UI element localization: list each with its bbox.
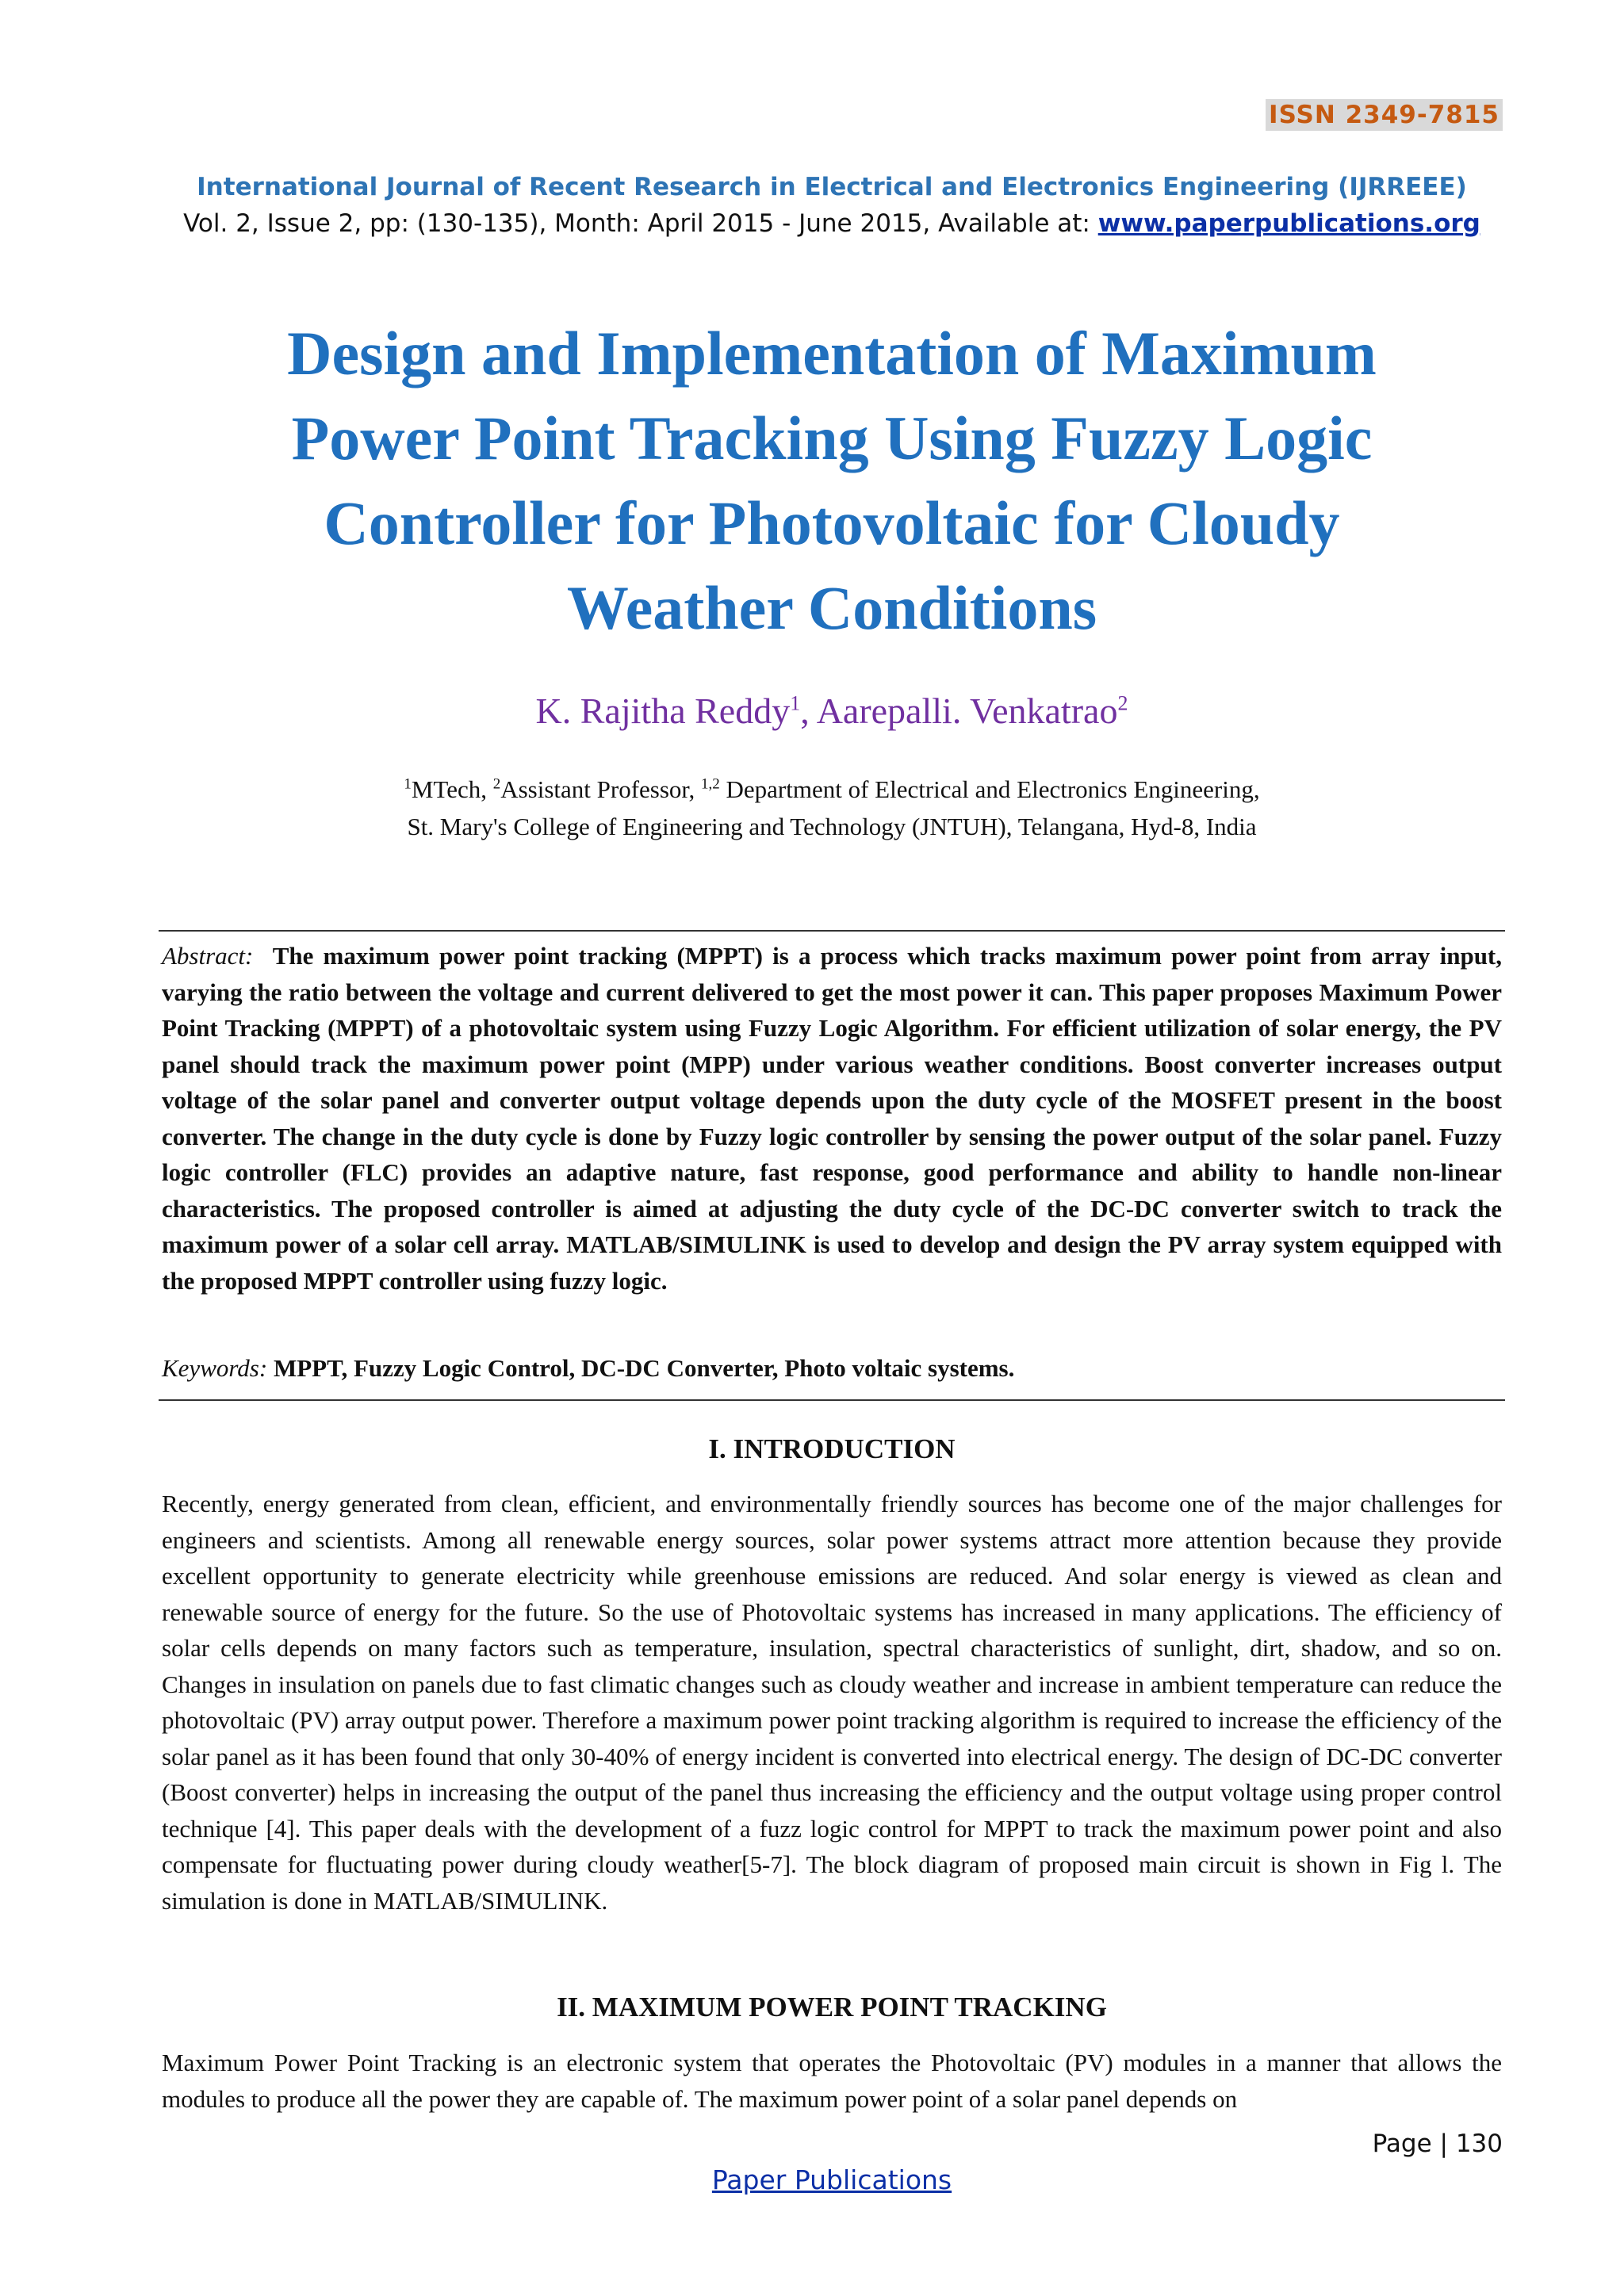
author-sup: 2 — [1117, 691, 1128, 715]
affil-role: MTech, — [411, 775, 493, 803]
website-link[interactable]: www.paperpublications.org — [1097, 209, 1480, 238]
page-number: Page | 130 — [1372, 2130, 1503, 2158]
mppt-text: Maximum Power Point Tracking is an electronic system that operates the Photovoltaic (PV) modules in a manner that allows the modules to produce all the power they are capable of. The maximum power point of a solar panel depends on — [162, 2049, 1502, 2113]
abstract — [162, 938, 1502, 1299]
affiliation-line-2: St. Mary's College of Engineering and Technology (JNTUH), Telangana, Hyd-8, India — [407, 813, 1257, 840]
author-name: K. Rajitha Reddy — [535, 691, 791, 731]
affil-sup: 1,2 — [701, 775, 720, 793]
abstract-label: Abstract: — [162, 942, 254, 970]
title-line: Controller for Photovoltaic for Cloudy — [324, 488, 1340, 557]
paper-title — [198, 311, 1465, 650]
section-heading-introduction: I. INTRODUCTION — [708, 1433, 956, 1464]
abstract-top-rule — [159, 930, 1505, 932]
author-sup: 1 — [790, 691, 801, 715]
title-line: Power Point Tracking Using Fuzzy Logic — [291, 404, 1373, 473]
author-separator: , — [800, 691, 817, 731]
issn-badge: ISSN 2349-7815 — [1266, 99, 1503, 131]
section-heading-mppt: II. MAXIMUM POWER POINT TRACKING — [557, 1992, 1107, 2022]
publisher-link[interactable]: Paper Publications — [711, 2164, 952, 2195]
authors — [0, 690, 1624, 732]
introduction-text: Recently, energy generated from clean, efficient, and environmentally friendly sources has become one of the major challenges for engineers and scientists. Among all renewable energy sources, solar power systems attract more attention because they provide excellent opportunity to generate electricity while greenhouse emissions are reduced. And solar energy is viewed as clean and renewable source of energy for the future. So the use of Photovoltaic systems has increased in many applications. The efficiency of solar cells depends on many factors such as temperature, insulation, spectral characteristics of sunlight, dirt, shadow, and so on. Changes in insulation on panels due to fast climatic changes such as cloudy weather and increase in ambient temperature can reduce the photovoltaic (PV) array output power. Therefore a maximum power point tracking algorithm is required to increase the efficiency of the solar panel as it has been found that only 30-40% of energy incident is converted into electrical energy. The design of DC-DC converter (Boost converter) helps in increasing the output of the panel thus increasing the efficiency and the output voltage using proper control technique [4]. This paper deals with the development of a fuzz logic control for MPPT to track the maximum power point and also compensate for fluctuating power during cloudy weather[5-7]. The block diagram of proposed main circuit is shown in Fig l. The simulation is done in MATLAB/SIMULINK. — [162, 1490, 1502, 1915]
abstract-bottom-rule — [159, 1399, 1505, 1401]
affil-role: Assistant Professor, — [500, 775, 702, 803]
author-name: Aarepalli. Venkatrao — [816, 691, 1118, 731]
affiliation-line-1 — [0, 775, 1624, 804]
volume-info — [0, 209, 1624, 238]
title-line: Design and Implementation of Maximum — [287, 319, 1377, 388]
keywords — [162, 1354, 1502, 1383]
keywords-text: MPPT, Fuzzy Logic Control, DC-DC Converter, Photo voltaic systems. — [273, 1354, 1015, 1382]
affil-department: Department of Electrical and Electronics Engineering, — [719, 775, 1260, 803]
keywords-label: Keywords: — [162, 1354, 268, 1382]
volume-text: Vol. 2, Issue 2, pp: (130-135), Month: April 2015 - June 2015, Available at: — [183, 209, 1098, 238]
journal-name: International Journal of Recent Research in Electrical and Electronics Engineering (IJRREEE) — [197, 173, 1467, 201]
affil-sup: 2 — [492, 775, 501, 793]
affil-sup: 1 — [404, 775, 412, 793]
title-line: Weather Conditions — [566, 573, 1097, 642]
abstract-text: The maximum power point tracking (MPPT) is a process which tracks maximum power point from array input, varying the ratio between the voltage and current delivered to get the most power it can. This paper proposes Maximum Power Point Tracking (MPPT) of a photovoltaic system using Fuzzy Logic Algorithm. For efficient utilization of solar energy, the PV panel should track the maximum power point (MPP) under various weather conditions. Boost converter increases output voltage of the solar panel and converter output voltage depends upon the duty cycle of the MOSFET present in the boost converter. The change in the duty cycle is done by Fuzzy logic controller by sensing the power output of the solar panel. Fuzzy logic controller (FLC) provides an adaptive nature, fast response, good performance and ability to handle non-linear characteristics. The proposed controller is aimed at adjusting the duty cycle of the DC-DC converter switch to track the maximum power of a solar cell array. MATLAB/SIMULINK is used to develop and design the PV array system equipped with the proposed MPPT controller using fuzzy logic. — [162, 942, 1503, 1295]
footer-publisher — [0, 2164, 1624, 2195]
